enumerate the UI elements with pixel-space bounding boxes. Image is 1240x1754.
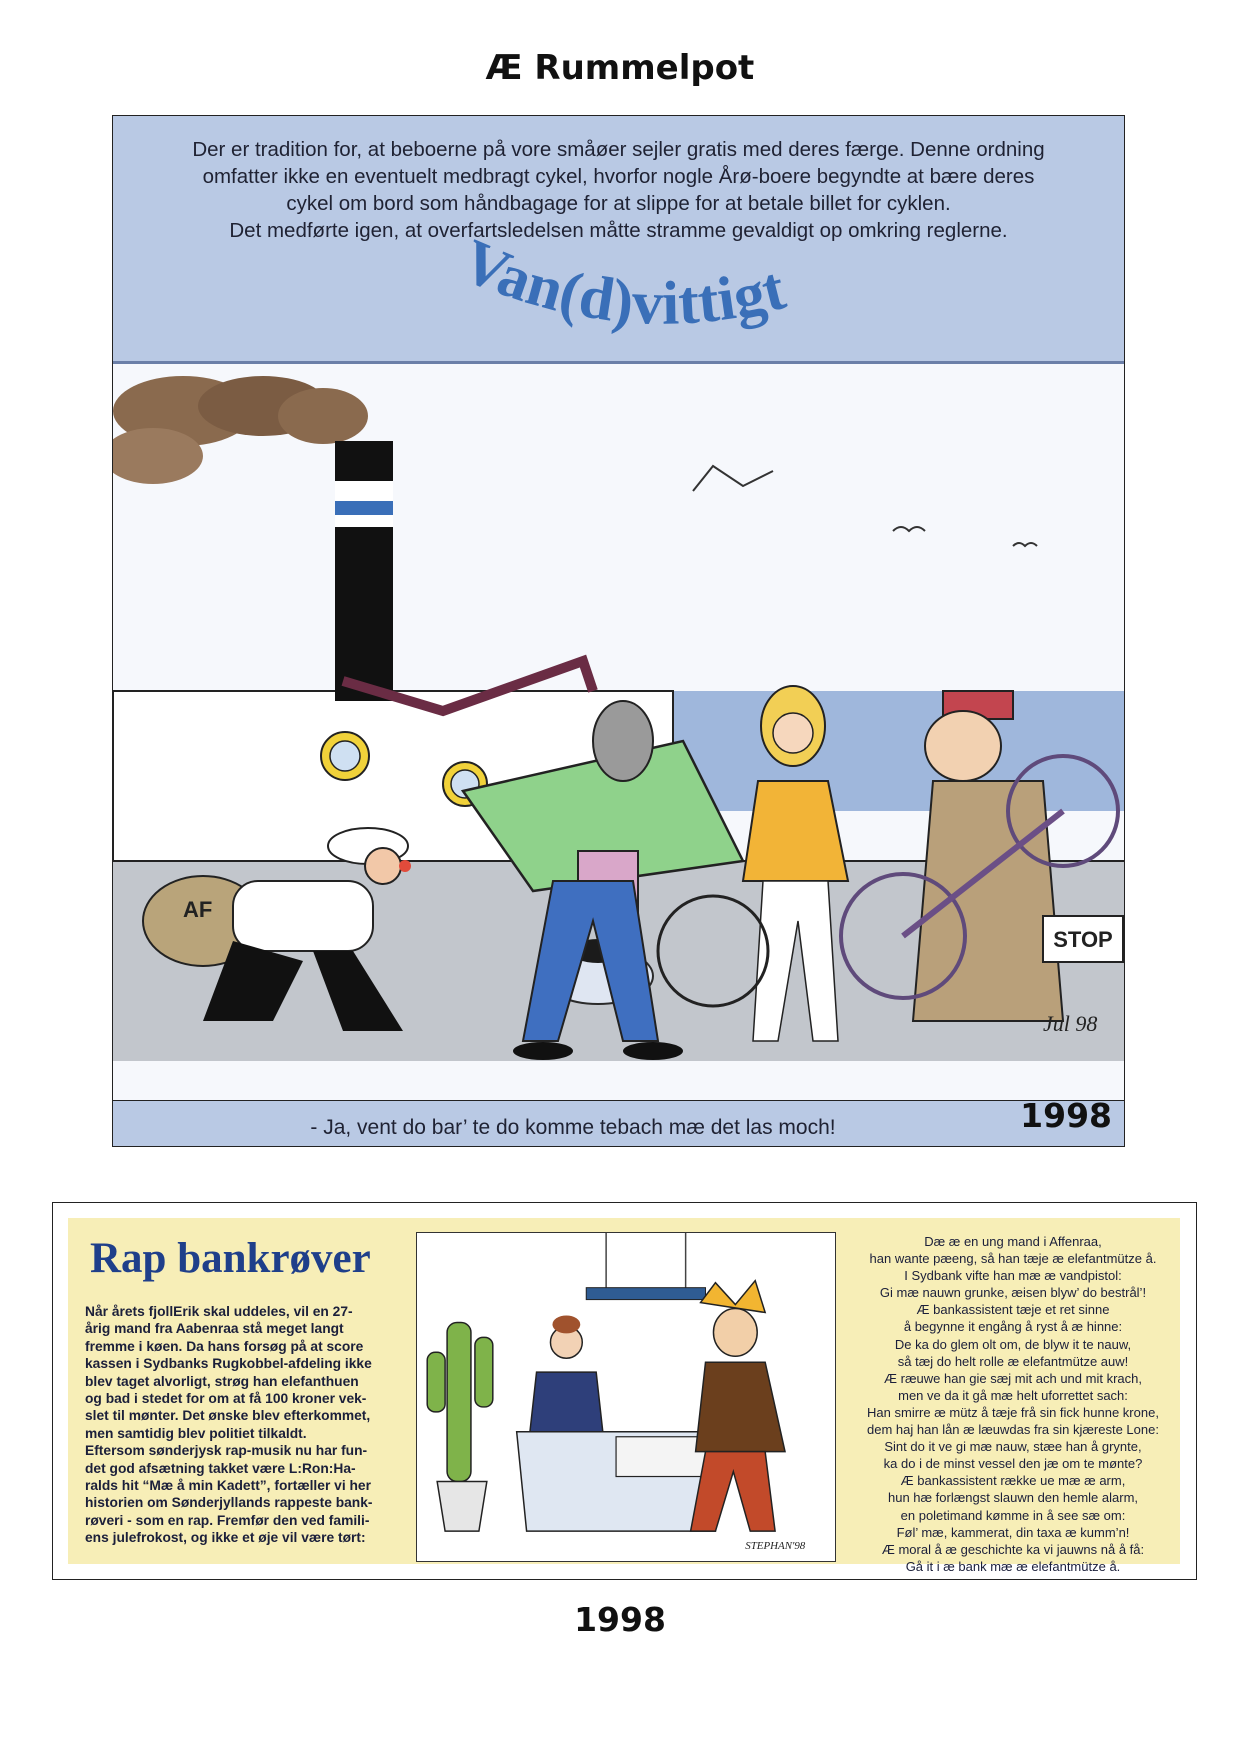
poem-line: Gå it i æ bank mæ æ elefantmütze å. [905,1558,1121,1574]
body-line: fremme i køen. Da hans forsøg på at score [85,1338,364,1354]
intro-line: omfatter ikke en eventuelt medbragt cykel, hvorfor nogle Årø-boere begyndte at bære deres [202,165,1035,188]
headline: Van(d)vittigt [452,226,792,338]
poem-line: Æ ræuwe han gie sæj mit ach und mit krach, [884,1370,1142,1386]
poem-line: men ve da it gå mæ helt uforrettet sach: [898,1387,1128,1403]
body-line: blev taget alvorligt, strøg han elefanthuen [85,1373,359,1389]
poem-line: hun hæ forlængst slauwn den hemle alarm, [887,1490,1139,1506]
poem-line: Gi mæ nauwn grunke, æisen blyw’ do bestrål’! [879,1285,1147,1301]
body-line: det god afsætning takket være L:Ron:Ha- [85,1460,356,1476]
intro-line: cykel om bord som håndbagage for at slippe for at betale billet for cyklen. [286,192,951,215]
body-line: og bad i stedet for om at få 100 kroner vek- [85,1391,367,1407]
body-line: Eftersom sønderjysk rap-musik nu har fun- [85,1443,368,1459]
ferry-cartoon-illustration [113,361,1125,1101]
body-line: røveri - som en rap. Fremfør den ved famili- [85,1512,370,1528]
article-title: Rap bankrøver [90,1235,371,1282]
intro-line: Det medførte igen, at overfartsledelsen måtte stramme gevaldigt op omkring reglerne. [229,219,1008,242]
poem-line: ka do i de minst vessel den jæ om te mønte? [883,1456,1143,1472]
clipping-van-d-vittigt [112,115,1125,1147]
cartoon-caption: - Ja, vent do bar’ te do komme tebach mæ det las moch! [310,1116,836,1139]
body-line: men samtidig blev politiet tilkaldt. [85,1425,307,1441]
poem-line: dem haj han lån æ læuwdas fra sin kjæreste Lone: [867,1422,1159,1438]
poem-line: I Sydbank vifte han mæ æ vandpistol: [904,1268,1122,1284]
poem-line: å begynne it engång å ryst å æ hinne: [903,1319,1123,1335]
body-line: ens julefrokost, og ikke et øje vil være tørt: [85,1530,366,1546]
poem-line: han wante pæeng, så han tæje æ elefantmütze å. [869,1251,1157,1267]
body-line: slet til mønter. Det ønske blev efterkommet, [85,1408,371,1424]
poem-line: Æ moral å æ geschichte ka vi jauwns nå å få: [881,1541,1145,1557]
poem-line: Æ bankassistent række ue mæ æ arm, [900,1473,1126,1489]
stop-sign [1043,916,1123,962]
clipping-background [68,1218,1180,1574]
poem-line: Han smirre æ mütz å tæje frå sin fick hunne krone, [867,1404,1159,1420]
porthole [321,732,369,780]
poem-line: så tæj do helt rolle æ elefantmütze auw! [897,1353,1129,1369]
poem-line: Æ bankassistent tæje et ret sinne [916,1302,1110,1318]
headline-graphic [113,116,1125,416]
year-label: 1998 [1020,1096,1112,1135]
page-title: Æ Rummelpot [485,48,755,88]
rap-poem [858,1233,1168,1575]
stop-sign-label: STOP [1053,927,1113,952]
body-line: historien om Sønderjyllands rappeste bank- [85,1495,373,1511]
poem-line: De ka do glem olt om, de blyw it te nauw, [894,1336,1132,1352]
clipping-rap-bankrover [52,1202,1197,1580]
body-line: ralds hit “Mæ å min Kadett”, fortæller vi her [85,1478,371,1494]
year-label: 1998 [574,1600,666,1639]
ship-chimney [335,441,393,701]
poem-line: Dæ æ en ung mand i Affenraa, [924,1234,1102,1249]
article-body [85,1303,415,1547]
body-line: Når årets fjollErik skal uddeles, vil en 27- [85,1304,353,1319]
artist-signature: Jul 98 [1043,1011,1098,1036]
intro-line: Der er tradition for, at beboerne på vore småøer sejler gratis med deres færge. Denne ordning [192,138,1045,161]
poem-line: Sint do it ve gi mæ nauw, stæe han å grynte, [884,1439,1142,1455]
body-line: kassen i Sydbanks Rugkobbel-afdeling ikke [85,1356,372,1372]
svg-text:Van(d)vittigt [452,227,791,338]
body-line: årig mand fra Aabenraa stå meget langt [85,1321,344,1337]
poem-line: Føl’ mæ, kammerat, din taxa æ kumm’n! [896,1524,1130,1540]
poem-line: en poletimand kømme in å see sæ om: [900,1507,1126,1523]
sack-label: AF [183,897,213,922]
artist-signature: STEPHAN'98 [745,1540,806,1553]
bank-robber-cartoon-illustration [416,1232,836,1562]
